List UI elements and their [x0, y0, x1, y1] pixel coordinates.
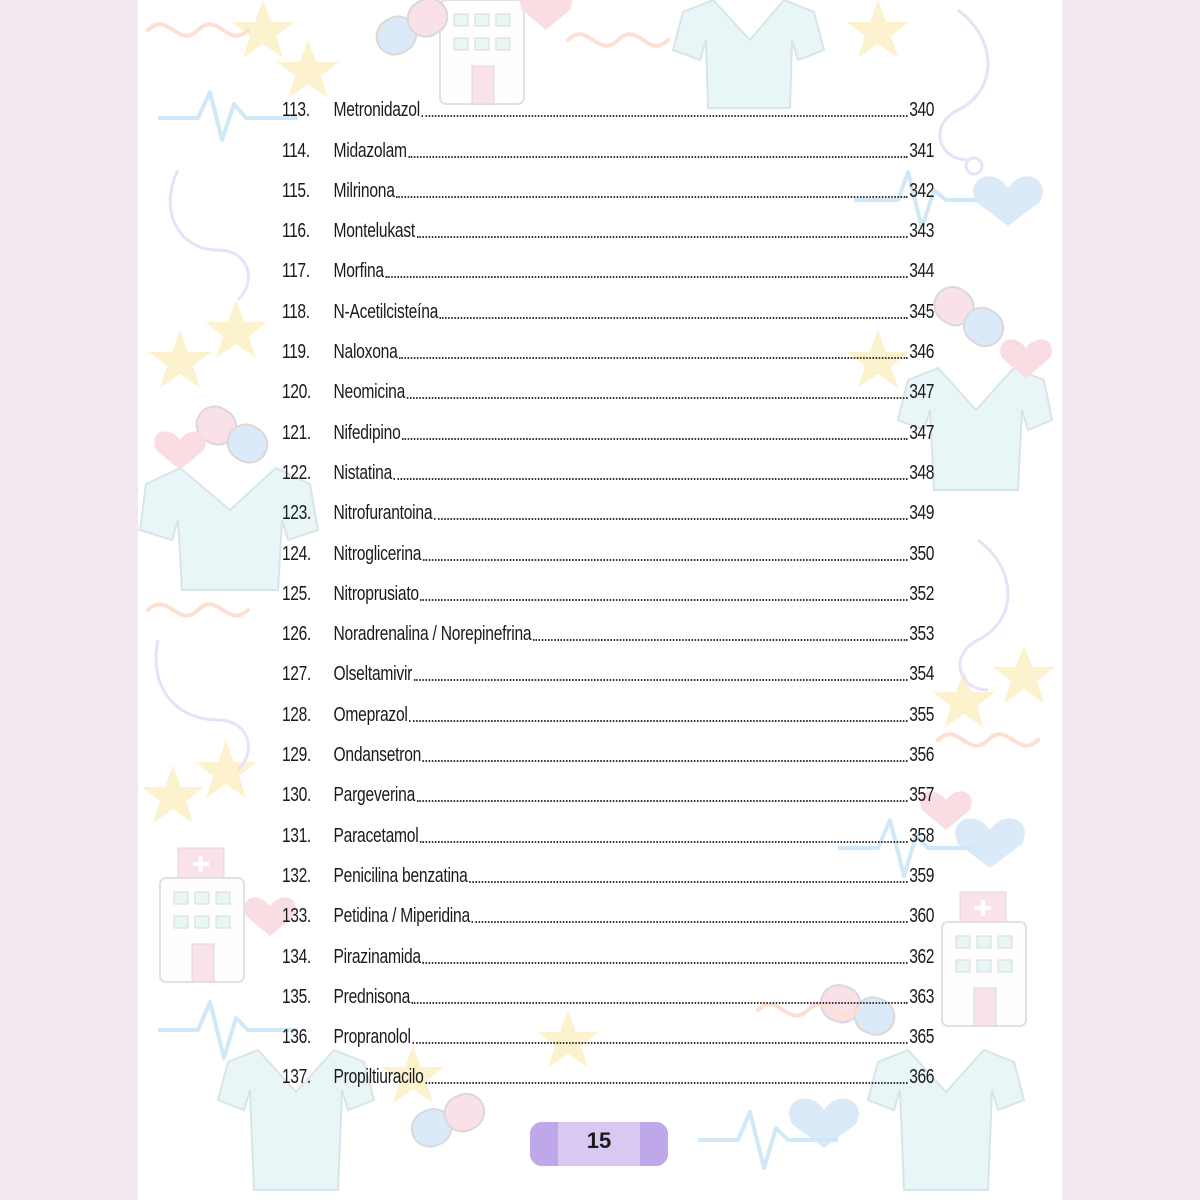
- toc-entry-title: Nitroglicerina: [333, 542, 422, 565]
- toc-entry-page: 354: [909, 663, 935, 686]
- toc-entry-page: 360: [909, 905, 935, 928]
- toc-entry-number: 113.: [282, 99, 310, 122]
- page-number: 15: [586, 1128, 612, 1153]
- toc-entry-page: 341: [909, 139, 935, 162]
- toc-entry-number: 117.: [282, 260, 310, 283]
- dot-leader: [396, 195, 907, 198]
- toc-entry-title: Noradrenalina / Norepinefrina: [333, 623, 532, 646]
- toc-entry: [282, 1009, 934, 1049]
- toc-entry-number: 130.: [282, 784, 311, 807]
- toc-entry-number: 122.: [282, 461, 311, 484]
- toc-entry-number: 124.: [282, 542, 311, 565]
- toc-entry-number: 131.: [282, 824, 311, 847]
- toc-entry-title: Pargeverina: [333, 784, 416, 807]
- toc-entry-number: 125.: [282, 582, 311, 605]
- toc-entry: [282, 485, 934, 525]
- dot-leader: [420, 598, 907, 601]
- toc-entry-page: 340: [909, 99, 935, 122]
- toc-entry-page: 357: [909, 784, 935, 807]
- svg-text:✚: ✚: [191, 853, 211, 878]
- toc-entry-number: 133.: [282, 905, 311, 928]
- toc-entry-number: 137.: [282, 1066, 311, 1089]
- toc-entry-title: Nitroprusiato: [333, 582, 419, 605]
- toc-entry-title: Milrinona: [333, 179, 395, 202]
- toc-entry-number: 132.: [282, 864, 311, 887]
- toc-entry: [282, 686, 934, 726]
- dot-leader: [422, 961, 907, 964]
- toc-entry: [282, 888, 934, 928]
- toc-entry-number: 120.: [282, 381, 311, 404]
- toc-entry: [282, 606, 934, 646]
- dot-leader: [417, 799, 908, 802]
- dot-leader: [417, 235, 908, 238]
- hospital-icon: [160, 848, 244, 982]
- toc-entry-page: 352: [909, 582, 935, 605]
- toc-entry: [282, 1049, 934, 1089]
- dot-leader: [402, 437, 908, 440]
- toc-entry: [282, 203, 934, 243]
- toc-entry: [282, 525, 934, 565]
- document-page: [138, 0, 1062, 1200]
- toc-entry-title: Penicilina benzatina: [333, 864, 468, 887]
- toc-entry-number: 135.: [282, 985, 311, 1008]
- hospital-icon: [942, 892, 1026, 1026]
- dot-leader: [533, 638, 908, 641]
- toc-entry-page: 349: [909, 502, 935, 525]
- dot-leader: [423, 558, 908, 561]
- toc-entry-number: 115.: [282, 179, 310, 202]
- toc-entry: [282, 122, 934, 162]
- toc-entry: [282, 807, 934, 847]
- toc-entry: [282, 566, 934, 606]
- toc-entry-title: Morfina: [333, 260, 384, 283]
- toc-entry-page: 350: [909, 542, 935, 565]
- toc-entry: [282, 727, 934, 767]
- toc-entry: [282, 163, 934, 203]
- toc-entry-title: Prednisona: [333, 985, 411, 1008]
- toc-entry-page: 347: [909, 381, 935, 404]
- toc-entry-title: Olseltamivir: [333, 663, 413, 686]
- toc-entry-number: 118.: [282, 300, 310, 323]
- toc-entry-title: Montelukast: [333, 220, 416, 243]
- table-of-contents: [282, 82, 934, 1089]
- page-number-badge: [530, 1122, 668, 1166]
- toc-entry-page: 356: [909, 744, 935, 767]
- toc-entry-title: Omeprazol: [333, 703, 408, 726]
- toc-entry-title: Midazolam: [333, 139, 407, 162]
- toc-entry: [282, 243, 934, 283]
- toc-entry-number: 121.: [282, 421, 311, 444]
- toc-entry-page: 359: [909, 864, 935, 887]
- toc-entry-page: 358: [909, 824, 935, 847]
- toc-entry: [282, 404, 934, 444]
- toc-entry-title: Paracetamol: [333, 824, 419, 847]
- toc-entry-page: 363: [909, 985, 935, 1008]
- dot-leader: [434, 517, 908, 520]
- toc-entry-number: 123.: [282, 502, 311, 525]
- toc-entry-title: Nistatina: [333, 461, 393, 484]
- toc-entry-page: 345: [909, 300, 935, 323]
- dot-leader: [394, 477, 908, 480]
- toc-entry-number: 136.: [282, 1026, 311, 1049]
- toc-entry-title: Metronidazol: [333, 99, 420, 122]
- toc-entry-number: 128.: [282, 703, 311, 726]
- toc-entry-title: Propranolol: [333, 1026, 411, 1049]
- toc-entry-page: 344: [909, 260, 935, 283]
- toc-entry-number: 119.: [282, 341, 310, 364]
- toc-entry-title: Propiltiuracilo: [333, 1066, 424, 1089]
- dot-leader: [385, 275, 907, 278]
- toc-entry-title: Neomicina: [333, 381, 406, 404]
- toc-entry-number: 114.: [282, 139, 310, 162]
- svg-text:✚: ✚: [973, 897, 993, 922]
- toc-entry-number: 127.: [282, 663, 311, 686]
- toc-entry-page: 342: [909, 179, 935, 202]
- toc-entry: [282, 445, 934, 485]
- dot-leader: [409, 719, 907, 722]
- dot-leader: [412, 1001, 908, 1004]
- toc-entry-page: 353: [909, 623, 935, 646]
- dot-leader: [420, 840, 908, 843]
- dot-leader: [440, 316, 908, 319]
- dot-leader: [399, 356, 908, 359]
- toc-entry-title: N-Acetilcisteína: [333, 300, 439, 323]
- toc-entry-page: 346: [909, 341, 935, 364]
- toc-entry: [282, 324, 934, 364]
- toc-entry-page: 348: [909, 461, 935, 484]
- dot-leader: [412, 1041, 907, 1044]
- toc-entry-title: Petidina / Miperidina: [333, 905, 470, 928]
- toc-entry-number: 129.: [282, 744, 311, 767]
- toc-entry-title: Ondansetron: [333, 744, 422, 767]
- toc-entry: [282, 283, 934, 323]
- dot-leader: [408, 155, 907, 158]
- toc-entry: [282, 848, 934, 888]
- toc-entry: [282, 82, 934, 122]
- toc-entry-number: 116.: [282, 220, 310, 243]
- toc-entry-title: Nitrofurantoina: [333, 502, 433, 525]
- toc-entry: [282, 364, 934, 404]
- toc-entry-number: 126.: [282, 623, 311, 646]
- dot-leader: [471, 920, 907, 923]
- dot-leader: [407, 396, 908, 399]
- toc-entry: [282, 767, 934, 807]
- dot-leader: [414, 678, 908, 681]
- toc-entry-title: Naloxona: [333, 341, 398, 364]
- dot-leader: [425, 1081, 907, 1084]
- toc-entry-number: 134.: [282, 945, 311, 968]
- toc-entry: [282, 646, 934, 686]
- dot-leader: [423, 759, 908, 762]
- dot-leader: [469, 880, 908, 883]
- toc-entry-title: Nifedipino: [333, 421, 401, 444]
- toc-entry-page: 343: [909, 220, 935, 243]
- toc-entry-page: 355: [909, 703, 935, 726]
- toc-entry-page: 366: [909, 1066, 935, 1089]
- toc-entry-page: 365: [909, 1026, 935, 1049]
- toc-entry-page: 347: [909, 421, 935, 444]
- dot-leader: [422, 114, 908, 117]
- toc-entry: [282, 969, 934, 1009]
- toc-entry-title: Pirazinamida: [333, 945, 421, 968]
- toc-entry: [282, 928, 934, 968]
- toc-entry-page: 362: [909, 945, 935, 968]
